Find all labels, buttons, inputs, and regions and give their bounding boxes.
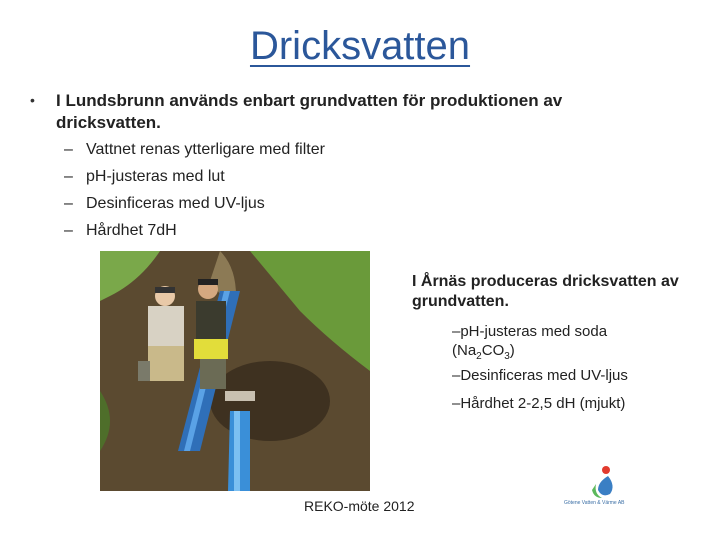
sub-item-label: pH-justeras med lut (86, 168, 225, 185)
formula-mid: CO (481, 342, 505, 359)
photo-illustration (100, 251, 370, 491)
footer-text: REKO-möte 2012 (304, 498, 415, 514)
sub-item-uv (64, 195, 265, 213)
sub-item-label: Vattnet renas ytterligare med filter (86, 141, 325, 158)
main-bullet-text: I Lundsbrunn används enbart grundvatten för produktionen av dricksvatten. (56, 91, 563, 132)
slide-title: Dricksvatten (249, 24, 471, 68)
sub-item-ph (64, 168, 225, 186)
sub-item-filter (64, 141, 325, 159)
sub-item-label: Hårdhet 7dH (86, 222, 177, 239)
right-heading: I Årnäs produceras dricksvatten av grundvatten. (412, 273, 679, 310)
dash-marker: – (64, 141, 73, 158)
bullet-marker: • (30, 92, 35, 108)
right-item-ph (452, 322, 702, 366)
formula-subscript-2: 2 (476, 351, 482, 362)
dash-marker: – (64, 168, 73, 185)
formula-open: (Na (452, 342, 477, 359)
logo-company-text: Götene Vatten & Värme AB (564, 500, 625, 506)
right-item-uv: –Desinficeras med UV-ljus (452, 367, 628, 384)
right-item-hardness: –Hårdhet 2-2,5 dH (mjukt) (452, 395, 626, 412)
formula-close: ) (509, 342, 515, 359)
formula-subscript-3: 3 (504, 351, 510, 362)
sub-item-hardness (64, 222, 177, 240)
pipe-installation-photo (100, 251, 370, 491)
sub-item-label: Desinficeras med UV-ljus (86, 195, 265, 212)
dash-marker: – (64, 222, 73, 239)
right-item-ph-label: –pH-justeras med soda (452, 323, 608, 340)
dash-marker: – (64, 195, 73, 212)
